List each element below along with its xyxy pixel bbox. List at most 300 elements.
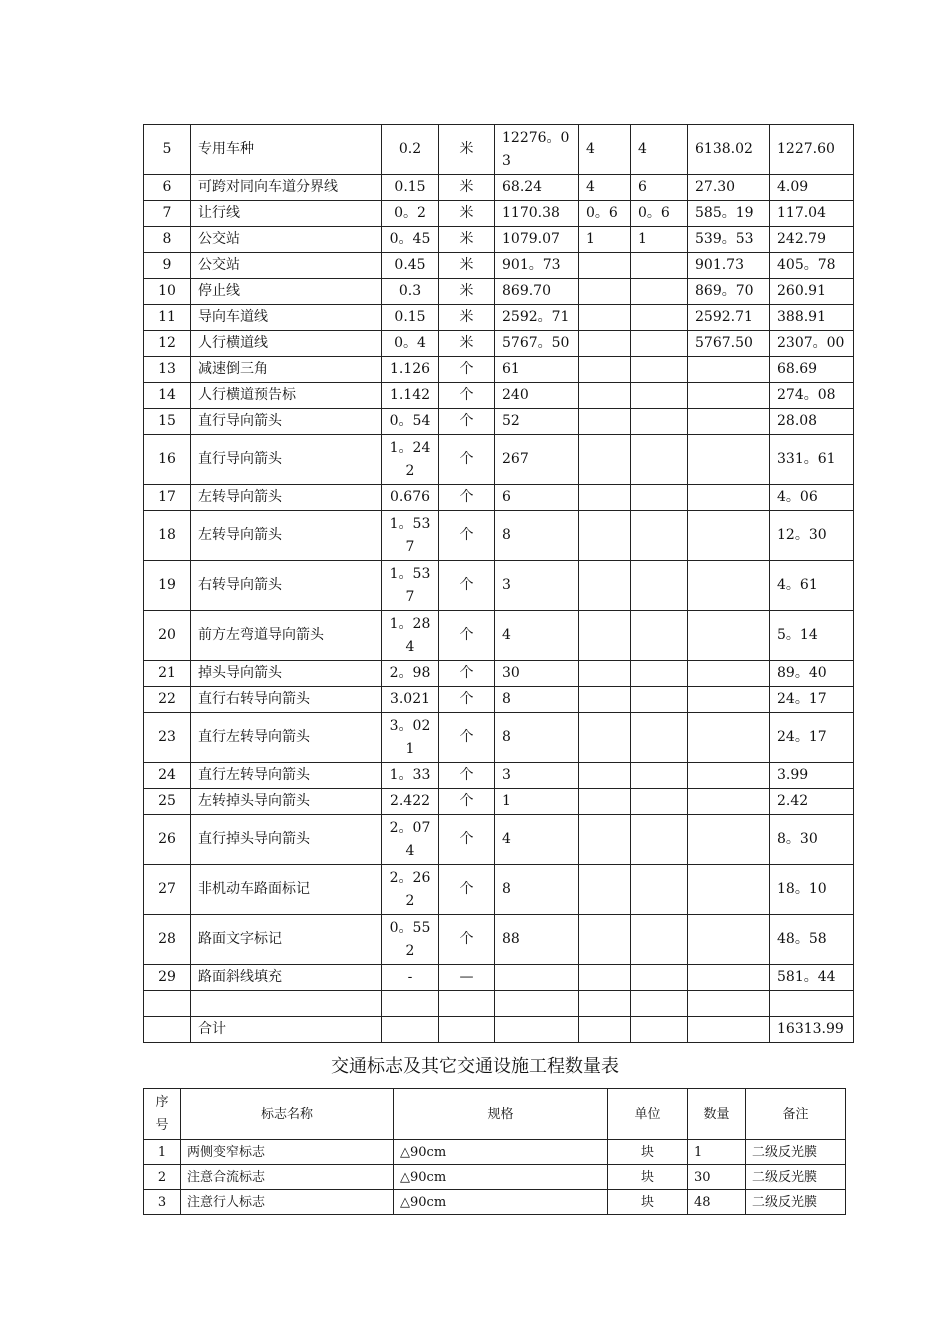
cell-name: [191, 991, 382, 1017]
cell-name: 注意合流标志: [181, 1165, 394, 1190]
cell-unit: 块: [608, 1190, 688, 1215]
cell-b: [631, 383, 688, 409]
cell-total: 48。58: [770, 915, 854, 965]
table-row: [144, 965, 854, 991]
cell-a: [579, 561, 631, 611]
cell-name: 人行横道线: [191, 331, 382, 357]
table-row: [144, 511, 854, 561]
cell-no: 2: [144, 1165, 181, 1190]
cell-a: [579, 383, 631, 409]
cell-no: 27: [144, 865, 191, 915]
cell-qty: 48: [688, 1190, 746, 1215]
cell-c: [688, 1017, 770, 1043]
cell-c: [688, 511, 770, 561]
cell-name: 公交站: [191, 253, 382, 279]
cell-len: [495, 965, 579, 991]
cell-a: [579, 865, 631, 915]
cell-c: 539。53: [688, 227, 770, 253]
cell-c: [688, 561, 770, 611]
cell-c: [688, 763, 770, 789]
cell-unit: 个: [439, 357, 495, 383]
cell-unit: 个: [439, 915, 495, 965]
cell-c: [688, 865, 770, 915]
cell-w: 1.142: [382, 383, 439, 409]
table-row: [144, 279, 854, 305]
cell-b: 0。6: [631, 201, 688, 227]
cell-w: 3。021: [382, 713, 439, 763]
cell-unit: 个: [439, 511, 495, 561]
cell-unit: 米: [439, 279, 495, 305]
cell-remark: 二级反光膜: [746, 1140, 846, 1165]
cell-no: 16: [144, 435, 191, 485]
cell-b: [631, 331, 688, 357]
cell-unit: 个: [439, 435, 495, 485]
cell-a: [579, 687, 631, 713]
cell-b: [631, 409, 688, 435]
table-row: [144, 331, 854, 357]
cell-total: [770, 991, 854, 1017]
cell-unit: 个: [439, 865, 495, 915]
cell-c: 585。19: [688, 201, 770, 227]
cell-a: [579, 713, 631, 763]
cell-name: 前方左弯道导向箭头: [191, 611, 382, 661]
cell-no: 10: [144, 279, 191, 305]
cell-name: 可跨对同向车道分界线: [191, 175, 382, 201]
cell-c: 869。70: [688, 279, 770, 305]
cell-w: [382, 1017, 439, 1043]
cell-len: 240: [495, 383, 579, 409]
cell-a: [579, 789, 631, 815]
cell-spec: △90cm: [394, 1165, 608, 1190]
cell-len: 4: [495, 815, 579, 865]
cell-w: 1。284: [382, 611, 439, 661]
cell-b: [631, 661, 688, 687]
header-no: 序号: [144, 1089, 181, 1140]
cell-unit: 个: [439, 611, 495, 661]
cell-name: 公交站: [191, 227, 382, 253]
cell-len: 8: [495, 713, 579, 763]
cell-total: 4。61: [770, 561, 854, 611]
cell-unit: 个: [439, 383, 495, 409]
cell-total: 8。30: [770, 815, 854, 865]
table-row: [144, 435, 854, 485]
cell-name: 减速倒三角: [191, 357, 382, 383]
table-row: [144, 1165, 846, 1190]
cell-total: 260.91: [770, 279, 854, 305]
table-row: [144, 1140, 846, 1165]
cell-len: 3: [495, 561, 579, 611]
cell-total: 24。17: [770, 687, 854, 713]
cell-total: 117.04: [770, 201, 854, 227]
cell-b: [631, 561, 688, 611]
cell-no: 28: [144, 915, 191, 965]
cell-c: [688, 661, 770, 687]
cell-total: 18。10: [770, 865, 854, 915]
cell-c: [688, 915, 770, 965]
cell-a: [579, 305, 631, 331]
cell-qty: 30: [688, 1165, 746, 1190]
road-marking-table-body: [144, 125, 854, 1043]
cell-total: 274。08: [770, 383, 854, 409]
header-unit: 单位: [608, 1089, 688, 1140]
cell-a: [579, 331, 631, 357]
cell-remark: 二级反光膜: [746, 1165, 846, 1190]
cell-total: 89。40: [770, 661, 854, 687]
cell-c: [688, 409, 770, 435]
cell-total: 68.69: [770, 357, 854, 383]
cell-unit: 个: [439, 561, 495, 611]
table-row: [144, 485, 854, 511]
cell-unit: 米: [439, 253, 495, 279]
cell-b: [631, 687, 688, 713]
cell-w: 1。537: [382, 561, 439, 611]
cell-len: [495, 991, 579, 1017]
cell-total: 12。30: [770, 511, 854, 561]
cell-name: 合计: [191, 1017, 382, 1043]
cell-w: 2.422: [382, 789, 439, 815]
cell-no: [144, 991, 191, 1017]
cell-unit: 米: [439, 331, 495, 357]
cell-c: 5767.50: [688, 331, 770, 357]
cell-b: [631, 1017, 688, 1043]
cell-len: [495, 1017, 579, 1043]
cell-w: 3.021: [382, 687, 439, 713]
cell-no: 11: [144, 305, 191, 331]
cell-name: 导向车道线: [191, 305, 382, 331]
cell-name: 左转导向箭头: [191, 485, 382, 511]
cell-b: [631, 611, 688, 661]
cell-unit: 米: [439, 201, 495, 227]
table-row: [144, 125, 854, 175]
cell-a: [579, 511, 631, 561]
cell-w: 0。45: [382, 227, 439, 253]
table-row: [144, 561, 854, 611]
cell-len: 6: [495, 485, 579, 511]
cell-w: 1.126: [382, 357, 439, 383]
cell-len: 5767。50: [495, 331, 579, 357]
cell-total: 16313.99: [770, 1017, 854, 1043]
table-row: [144, 815, 854, 865]
cell-c: [688, 789, 770, 815]
cell-qty: 1: [688, 1140, 746, 1165]
cell-name: 专用车种: [191, 125, 382, 175]
cell-a: [579, 965, 631, 991]
cell-remark: 二级反光膜: [746, 1190, 846, 1215]
cell-a: [579, 815, 631, 865]
cell-name: 直行导向箭头: [191, 409, 382, 435]
cell-unit: 个: [439, 409, 495, 435]
table-row: [144, 1017, 854, 1043]
cell-total: 4.09: [770, 175, 854, 201]
cell-unit: 个: [439, 661, 495, 687]
cell-c: 6138.02: [688, 125, 770, 175]
cell-no: 19: [144, 561, 191, 611]
cell-c: [688, 965, 770, 991]
cell-len: 8: [495, 865, 579, 915]
cell-no: [144, 1017, 191, 1043]
cell-no: 24: [144, 763, 191, 789]
cell-b: [631, 713, 688, 763]
header-spec: 规格: [394, 1089, 608, 1140]
cell-name: 注意行人标志: [181, 1190, 394, 1215]
cell-len: 869.70: [495, 279, 579, 305]
table-row: [144, 915, 854, 965]
cell-no: 25: [144, 789, 191, 815]
table-row: [144, 175, 854, 201]
cell-a: 1: [579, 227, 631, 253]
cell-len: 52: [495, 409, 579, 435]
cell-a: 4: [579, 125, 631, 175]
header-qty: 数量: [688, 1089, 746, 1140]
road-marking-quantity-table: [143, 124, 854, 1043]
cell-b: [631, 305, 688, 331]
cell-w: 1。537: [382, 511, 439, 561]
cell-no: 13: [144, 357, 191, 383]
cell-w: 0.2: [382, 125, 439, 175]
table-row: [144, 1190, 846, 1215]
cell-spec: △90cm: [394, 1140, 608, 1165]
cell-len: 4: [495, 611, 579, 661]
cell-no: 18: [144, 511, 191, 561]
cell-spec: △90cm: [394, 1190, 608, 1215]
cell-len: 2592。71: [495, 305, 579, 331]
cell-a: [579, 485, 631, 511]
cell-b: [631, 965, 688, 991]
cell-c: [688, 991, 770, 1017]
cell-w: 0。54: [382, 409, 439, 435]
cell-total: 388.91: [770, 305, 854, 331]
cell-no: 14: [144, 383, 191, 409]
cell-no: 3: [144, 1190, 181, 1215]
cell-total: 581。44: [770, 965, 854, 991]
table-row: [144, 763, 854, 789]
cell-total: 24。17: [770, 713, 854, 763]
cell-c: [688, 485, 770, 511]
table-row: [144, 305, 854, 331]
cell-total: 4。06: [770, 485, 854, 511]
cell-no: 23: [144, 713, 191, 763]
table-row: [144, 991, 854, 1017]
cell-no: 17: [144, 485, 191, 511]
cell-w: 0.15: [382, 175, 439, 201]
cell-c: 27.30: [688, 175, 770, 201]
cell-b: 6: [631, 175, 688, 201]
cell-name: 直行左转导向箭头: [191, 763, 382, 789]
cell-name: 两侧变窄标志: [181, 1140, 394, 1165]
cell-unit: 米: [439, 227, 495, 253]
cell-no: 22: [144, 687, 191, 713]
table-row: [144, 409, 854, 435]
cell-name: 直行掉头导向箭头: [191, 815, 382, 865]
cell-b: [631, 485, 688, 511]
cell-unit: 米: [439, 125, 495, 175]
cell-len: 1079.07: [495, 227, 579, 253]
cell-b: [631, 279, 688, 305]
cell-c: 2592.71: [688, 305, 770, 331]
cell-len: 1: [495, 789, 579, 815]
cell-len: 3: [495, 763, 579, 789]
cell-w: 0。4: [382, 331, 439, 357]
cell-a: 4: [579, 175, 631, 201]
cell-a: [579, 279, 631, 305]
cell-w: 2。074: [382, 815, 439, 865]
table-row: [144, 865, 854, 915]
cell-total: 331。61: [770, 435, 854, 485]
table-row: [144, 201, 854, 227]
cell-len: 88: [495, 915, 579, 965]
cell-len: 8: [495, 511, 579, 561]
cell-c: [688, 435, 770, 485]
table-row: [144, 253, 854, 279]
table-row: [144, 687, 854, 713]
cell-unit: 块: [608, 1165, 688, 1190]
table-row: [144, 383, 854, 409]
cell-len: 61: [495, 357, 579, 383]
cell-b: 1: [631, 227, 688, 253]
cell-b: [631, 991, 688, 1017]
table-row: [144, 713, 854, 763]
cell-total: 1227.60: [770, 125, 854, 175]
traffic-sign-table-body: [144, 1140, 846, 1215]
cell-unit: [439, 1017, 495, 1043]
cell-name: 直行右转导向箭头: [191, 687, 382, 713]
cell-w: -: [382, 965, 439, 991]
cell-b: [631, 253, 688, 279]
cell-a: [579, 357, 631, 383]
cell-name: 人行横道预告标: [191, 383, 382, 409]
cell-no: 21: [144, 661, 191, 687]
cell-w: [382, 991, 439, 1017]
cell-unit: —: [439, 965, 495, 991]
cell-c: [688, 815, 770, 865]
table-row: [144, 611, 854, 661]
cell-w: 0。2: [382, 201, 439, 227]
cell-a: 0。6: [579, 201, 631, 227]
cell-unit: 块: [608, 1140, 688, 1165]
cell-a: [579, 435, 631, 485]
cell-a: [579, 915, 631, 965]
cell-len: 1170.38: [495, 201, 579, 227]
cell-w: 2。262: [382, 865, 439, 915]
cell-len: 901。73: [495, 253, 579, 279]
cell-a: [579, 611, 631, 661]
table-row: [144, 357, 854, 383]
cell-no: 20: [144, 611, 191, 661]
cell-a: [579, 991, 631, 1017]
cell-c: [688, 611, 770, 661]
cell-unit: 个: [439, 789, 495, 815]
cell-no: 5: [144, 125, 191, 175]
cell-c: [688, 713, 770, 763]
cell-unit: 个: [439, 713, 495, 763]
header-name: 标志名称: [181, 1089, 394, 1140]
cell-unit: 个: [439, 485, 495, 511]
cell-b: [631, 915, 688, 965]
cell-name: 直行导向箭头: [191, 435, 382, 485]
cell-a: [579, 1017, 631, 1043]
cell-b: [631, 511, 688, 561]
cell-c: [688, 383, 770, 409]
cell-w: 0。552: [382, 915, 439, 965]
table-row: [144, 789, 854, 815]
cell-len: 30: [495, 661, 579, 687]
cell-a: [579, 763, 631, 789]
cell-w: 1。242: [382, 435, 439, 485]
cell-c: [688, 687, 770, 713]
cell-name: 非机动车路面标记: [191, 865, 382, 915]
cell-c: 901.73: [688, 253, 770, 279]
cell-no: 7: [144, 201, 191, 227]
cell-total: 5。14: [770, 611, 854, 661]
cell-b: [631, 865, 688, 915]
cell-name: 左转导向箭头: [191, 511, 382, 561]
cell-unit: [439, 991, 495, 1017]
cell-unit: 个: [439, 687, 495, 713]
cell-total: 2307。00: [770, 331, 854, 357]
cell-unit: 个: [439, 815, 495, 865]
cell-w: 2。98: [382, 661, 439, 687]
cell-a: [579, 661, 631, 687]
cell-b: [631, 763, 688, 789]
cell-total: 28.08: [770, 409, 854, 435]
cell-w: 0.45: [382, 253, 439, 279]
cell-total: 2.42: [770, 789, 854, 815]
cell-b: [631, 435, 688, 485]
cell-w: 0.3: [382, 279, 439, 305]
cell-b: [631, 789, 688, 815]
cell-name: 停止线: [191, 279, 382, 305]
cell-name: 掉头导向箭头: [191, 661, 382, 687]
cell-name: 让行线: [191, 201, 382, 227]
cell-len: 267: [495, 435, 579, 485]
cell-no: 15: [144, 409, 191, 435]
cell-w: 0.676: [382, 485, 439, 511]
cell-no: 29: [144, 965, 191, 991]
cell-len: 68.24: [495, 175, 579, 201]
cell-name: 左转掉头导向箭头: [191, 789, 382, 815]
cell-len: 8: [495, 687, 579, 713]
table-header-row: [144, 1089, 846, 1140]
cell-w: 0.15: [382, 305, 439, 331]
cell-name: 路面文字标记: [191, 915, 382, 965]
cell-name: 直行左转导向箭头: [191, 713, 382, 763]
cell-c: [688, 357, 770, 383]
cell-unit: 米: [439, 175, 495, 201]
cell-b: [631, 357, 688, 383]
cell-unit: 米: [439, 305, 495, 331]
table-row: [144, 661, 854, 687]
cell-name: 路面斜线填充: [191, 965, 382, 991]
cell-no: 9: [144, 253, 191, 279]
cell-a: [579, 409, 631, 435]
table-row: [144, 227, 854, 253]
cell-a: [579, 253, 631, 279]
cell-no: 6: [144, 175, 191, 201]
cell-total: 405。78: [770, 253, 854, 279]
cell-w: 1。33: [382, 763, 439, 789]
table-title: 交通标志及其它交通设施工程数量表: [331, 1056, 619, 1077]
cell-len: 12276。03: [495, 125, 579, 175]
cell-no: 8: [144, 227, 191, 253]
cell-total: 242.79: [770, 227, 854, 253]
cell-no: 12: [144, 331, 191, 357]
cell-total: 3.99: [770, 763, 854, 789]
cell-b: 4: [631, 125, 688, 175]
cell-no: 1: [144, 1140, 181, 1165]
cell-b: [631, 815, 688, 865]
header-remark: 备注: [746, 1089, 846, 1140]
cell-unit: 个: [439, 763, 495, 789]
